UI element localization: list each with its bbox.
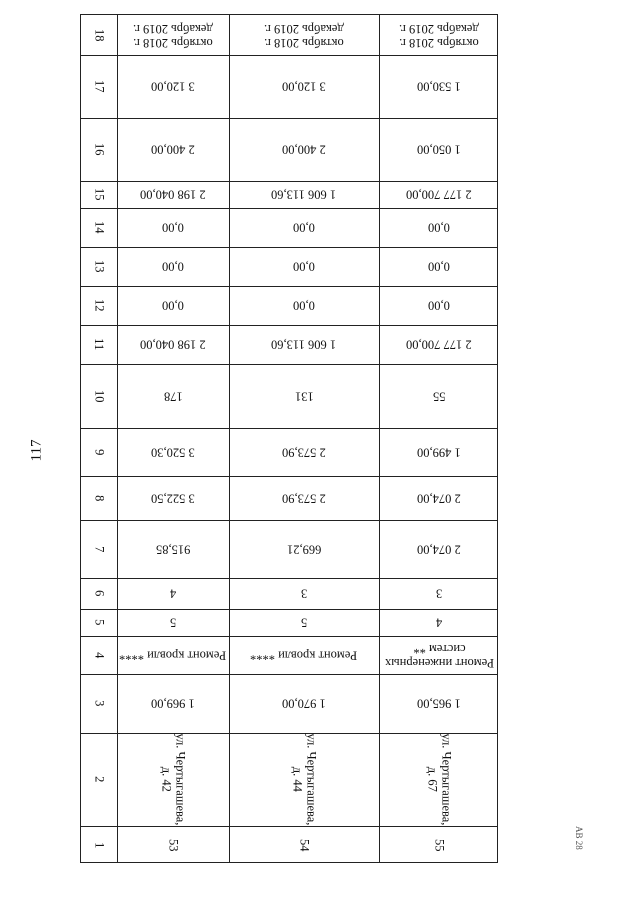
column-number-4 (81, 636, 117, 674)
row-54-col-3 (229, 674, 379, 733)
row-54-col-12-text: 0,00 (293, 298, 315, 313)
column-number-12-text: 12 (92, 299, 107, 312)
row-53-col-15 (117, 181, 229, 208)
column-number-9 (81, 428, 117, 476)
row-54-col-2-text: д. 44 (289, 766, 304, 793)
column-number-10-text: 10 (92, 389, 107, 403)
column-number-7-text: 7 (92, 545, 107, 553)
row-54-col-6 (229, 578, 379, 609)
row-54-col-5-text: 5 (300, 615, 308, 630)
row-53-col-14 (117, 208, 229, 247)
row-55-col-6 (379, 578, 499, 609)
row-55-col-2-text: д. 67 (424, 766, 439, 793)
column-number-5 (81, 609, 117, 636)
column-number-15 (81, 181, 117, 208)
row-53-col-17 (117, 55, 229, 118)
column-number-9-text: 9 (92, 448, 107, 456)
row-53-col-7-text: 915,85 (155, 542, 191, 557)
row-53-col-2 (117, 733, 229, 826)
row-55-col-11 (379, 325, 499, 364)
column-number-16-text: 16 (92, 143, 107, 156)
column-number-15-text: 15 (92, 188, 107, 201)
column-number-6 (81, 578, 117, 609)
row-54-col-1-text: 54 (297, 838, 312, 852)
column-number-7 (81, 520, 117, 578)
row-55-col-3 (379, 674, 499, 733)
row-53-col-9 (117, 428, 229, 476)
row-53-col-10 (117, 364, 229, 428)
row-54-col-16-text: 2 400,00 (282, 142, 326, 157)
row-53-col-9-text: 3 520,30 (151, 445, 195, 460)
row-55-col-12 (379, 286, 499, 325)
column-number-5-text: 5 (92, 619, 107, 626)
row-53-col-2-text: ул. Чертыгашева, (173, 733, 188, 826)
row-54-col-9 (229, 428, 379, 476)
column-number-13-text: 13 (92, 260, 107, 273)
column-number-1 (81, 826, 117, 864)
row-55-col-5-text: 4 (435, 615, 443, 630)
row-53-col-5 (117, 609, 229, 636)
row-54-col-18 (229, 15, 379, 55)
row-53-col-6 (117, 578, 229, 609)
row-55-col-4 (379, 636, 499, 674)
row-54-col-8-text: 2 573,90 (282, 491, 326, 506)
row-55-col-15 (379, 181, 499, 208)
row-54-col-2 (229, 733, 379, 826)
column-number-17 (81, 55, 117, 118)
row-53-col-16 (117, 118, 229, 181)
column-number-11 (81, 325, 117, 364)
row-53-col-4-text: Ремонт кровли **** (119, 648, 227, 663)
side-note: АВ 28 (574, 826, 584, 850)
row-55-col-3-text: 1 965,00 (417, 696, 461, 711)
column-number-14-text: 14 (92, 221, 107, 234)
column-number-16 (81, 118, 117, 181)
row-55-col-2 (379, 733, 499, 826)
row-53-col-8-text: 3 522,50 (151, 491, 195, 506)
row-54-col-15 (229, 181, 379, 208)
row-54-col-11-text: 1 606 113,60 (271, 337, 337, 352)
column-number-2 (81, 733, 117, 826)
row-54-col-15-text: 1 606 113,60 (271, 187, 337, 202)
row-55-col-5 (379, 609, 499, 636)
row-53-col-13-text: 0,00 (162, 259, 184, 274)
row-55-col-16 (379, 118, 499, 181)
row-54-col-18-text: октябрь 2018 г. (264, 35, 344, 50)
row-54-col-8 (229, 476, 379, 520)
row-53-col-14-text: 0,00 (162, 220, 184, 235)
row-55-col-14-text: 0,00 (428, 220, 450, 235)
row-53-col-18-text: октябрь 2018 г. (133, 35, 213, 50)
row-55-col-1 (379, 826, 499, 864)
row-55-col-17 (379, 55, 499, 118)
row-54-col-10-text: 131 (294, 389, 314, 404)
column-number-14 (81, 208, 117, 247)
row-55-col-14 (379, 208, 499, 247)
row-55-col-15-text: 2 177 700,00 (406, 187, 472, 202)
row-55-col-9-text: 1 499,00 (417, 445, 461, 460)
page-number: 117 (28, 439, 45, 462)
row-55-col-18-text: октябрь 2018 г. (399, 35, 479, 50)
row-55-col-4-text: Ремонт инженерных (384, 655, 494, 670)
row-54-col-13 (229, 247, 379, 286)
row-54-col-14-text: 0,00 (293, 220, 315, 235)
row-55-col-13 (379, 247, 499, 286)
column-number-18-text: 18 (92, 28, 107, 42)
row-54-col-16 (229, 118, 379, 181)
row-55-col-18-text: декабрь 2019 г. (399, 21, 479, 35)
row-53-col-13 (117, 247, 229, 286)
row-54-col-14 (229, 208, 379, 247)
row-53-col-3-text: 1 969,00 (151, 696, 195, 711)
row-54-col-1 (229, 826, 379, 864)
row-53-col-11 (117, 325, 229, 364)
row-53-col-12-text: 0,00 (162, 298, 184, 313)
row-54-col-7-text: 669,21 (286, 542, 322, 557)
row-53-col-3 (117, 674, 229, 733)
row-54-col-4-text: Ремонт кровли **** (250, 648, 358, 663)
row-55-col-7-text: 2 074,00 (417, 542, 461, 557)
row-55-col-16-text: 1 050,00 (417, 142, 461, 157)
row-54-col-2-text: ул. Чертыгашева, (304, 733, 319, 826)
row-54-col-11 (229, 325, 379, 364)
row-53-col-15-text: 2 198 040,00 (140, 187, 206, 202)
row-55-col-4-text: систем ** (412, 641, 466, 655)
row-54-col-9-text: 2 573,90 (282, 445, 326, 460)
row-54-col-6-text: 3 (300, 586, 308, 601)
row-54-col-10 (229, 364, 379, 428)
row-55-col-10-text: 55 (432, 389, 446, 404)
column-number-6-text: 6 (92, 590, 107, 597)
row-53-col-1 (117, 826, 229, 864)
row-54-col-5 (229, 609, 379, 636)
row-53-col-18-text: декабрь 2019 г. (133, 21, 213, 35)
row-54-col-18-text: декабрь 2019 г. (264, 21, 344, 35)
column-number-12 (81, 286, 117, 325)
row-53-col-4 (117, 636, 229, 674)
column-number-3 (81, 674, 117, 733)
column-number-10 (81, 364, 117, 428)
column-number-1-text: 1 (92, 841, 107, 849)
column-number-8 (81, 476, 117, 520)
column-number-11-text: 11 (92, 338, 107, 351)
row-55-col-1-text: 55 (432, 838, 447, 852)
row-54-col-13-text: 0,00 (293, 259, 315, 274)
row-54-col-17 (229, 55, 379, 118)
row-53-col-8 (117, 476, 229, 520)
row-55-col-12-text: 0,00 (428, 298, 450, 313)
row-55-col-9 (379, 428, 499, 476)
row-54-col-4 (229, 636, 379, 674)
column-number-17-text: 17 (92, 80, 107, 93)
row-53-col-7 (117, 520, 229, 578)
row-53-col-11-text: 2 198 040,00 (140, 337, 206, 352)
column-number-3-text: 3 (92, 700, 107, 707)
column-number-2-text: 2 (92, 776, 107, 783)
row-55-col-7 (379, 520, 499, 578)
row-53-col-10-text: 178 (163, 389, 183, 404)
row-53-col-2-text: д. 42 (158, 766, 173, 793)
column-number-18 (81, 15, 117, 55)
row-54-col-12 (229, 286, 379, 325)
data-table (80, 14, 498, 863)
column-number-13 (81, 247, 117, 286)
row-55-col-17-text: 1 530,00 (417, 79, 461, 94)
row-53-col-16-text: 2 400,00 (151, 142, 195, 157)
row-54-col-17-text: 3 120,00 (282, 79, 326, 94)
row-53-col-5-text: 5 (169, 615, 177, 630)
row-53-col-12 (117, 286, 229, 325)
row-54-col-7 (229, 520, 379, 578)
row-55-col-11-text: 2 177 700,00 (406, 337, 472, 352)
row-53-col-17-text: 3 120,00 (151, 79, 195, 94)
row-55-col-8-text: 2 074,00 (417, 491, 461, 506)
row-53-col-1-text: 53 (166, 838, 181, 852)
column-number-8-text: 8 (92, 494, 107, 502)
row-55-col-6-text: 3 (435, 586, 443, 601)
row-54-col-3-text: 1 970,00 (282, 696, 326, 711)
row-55-col-2-text: ул. Чертыгашева, (439, 733, 454, 826)
row-55-col-10 (379, 364, 499, 428)
row-55-col-18 (379, 15, 499, 55)
row-53-col-18 (117, 15, 229, 55)
row-55-col-8 (379, 476, 499, 520)
row-53-col-6-text: 4 (169, 586, 177, 601)
column-number-4-text: 4 (92, 651, 107, 659)
row-55-col-13-text: 0,00 (428, 259, 450, 274)
